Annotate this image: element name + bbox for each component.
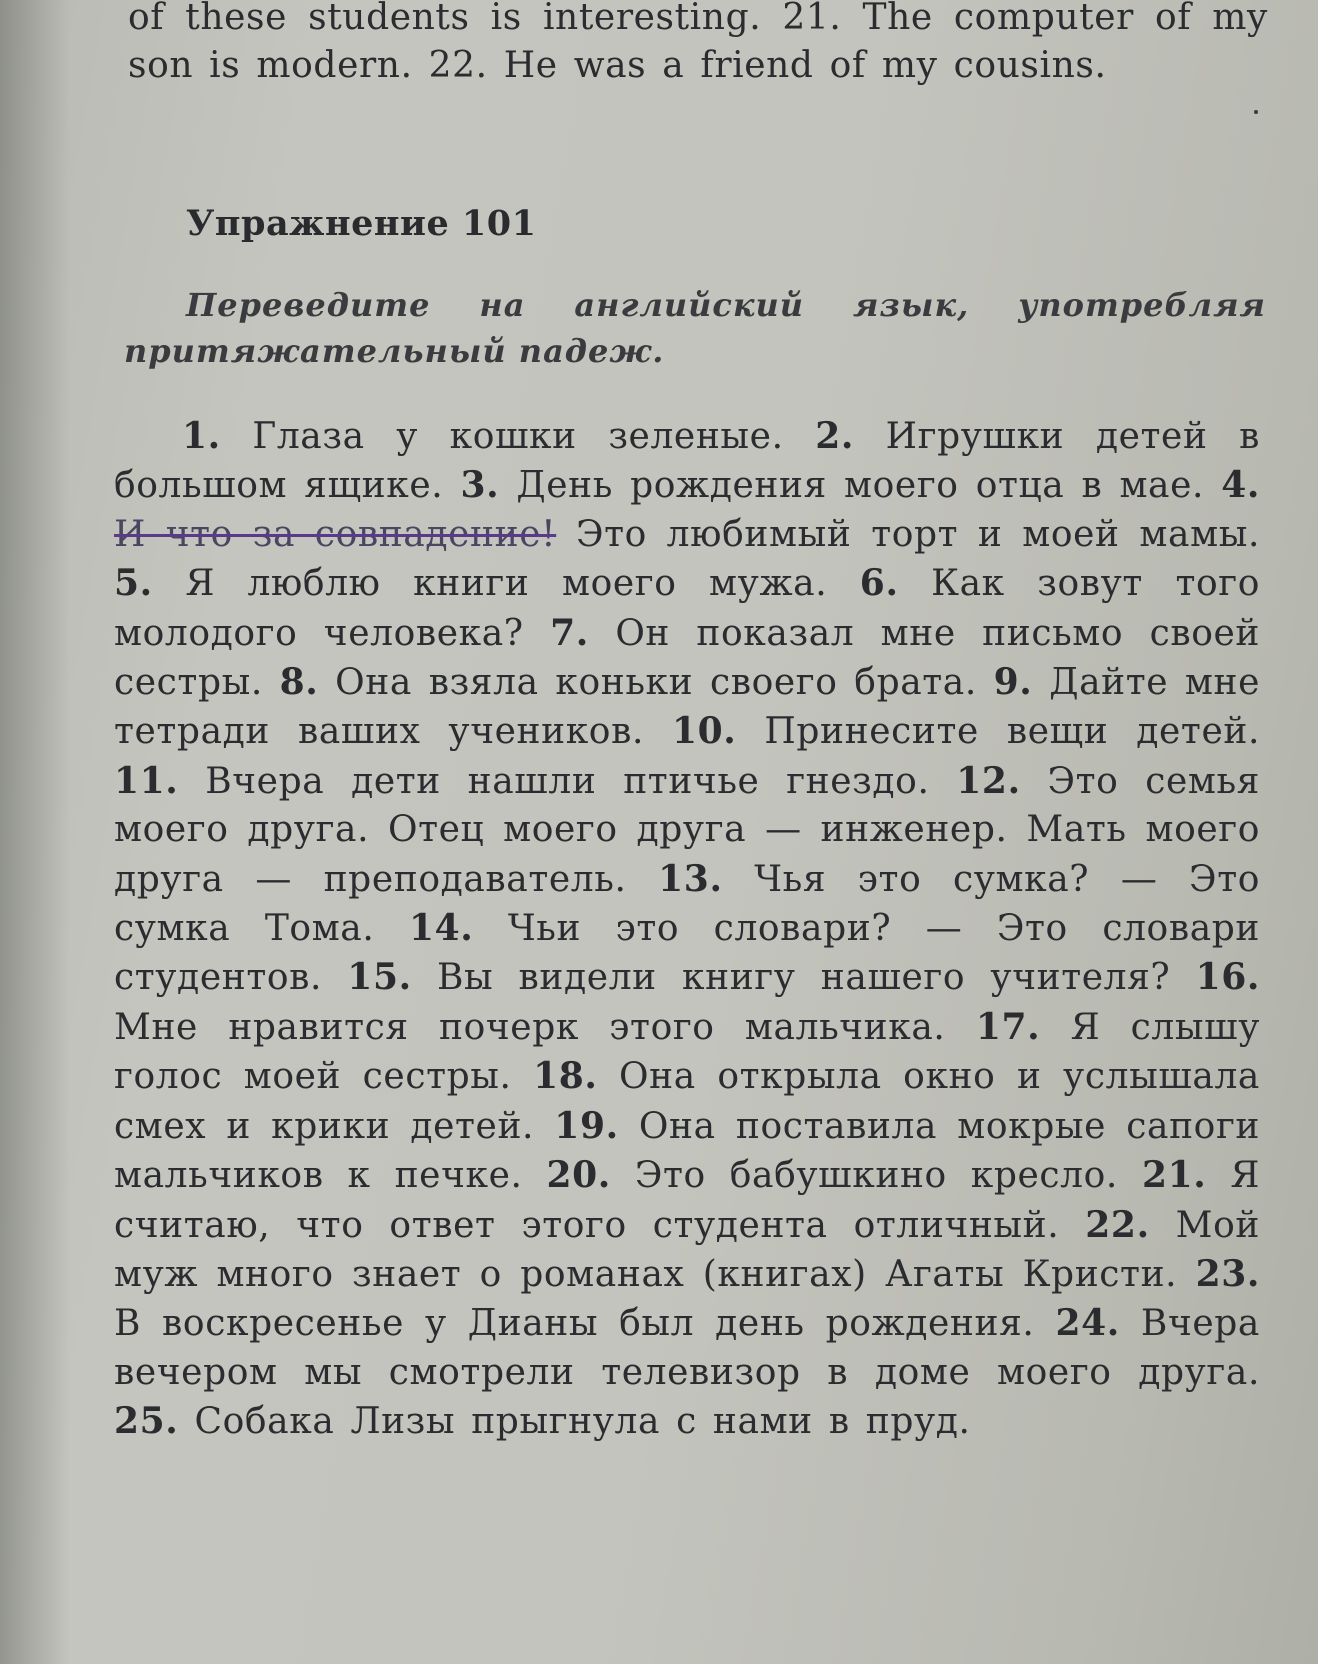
- sentence-number: 21.: [1141, 1154, 1207, 1197]
- sentence-text: Дайте мне тетради ваших учеников.: [114, 662, 1260, 753]
- sentence-number: 12.: [956, 759, 1021, 802]
- sentence-text: Это любимый торт и моей мамы.: [556, 513, 1260, 555]
- sentence-5: [114, 563, 860, 604]
- sentence-number: 8.: [279, 661, 319, 704]
- sentence-number: 24.: [1055, 1302, 1120, 1345]
- sentence-number: 23.: [1195, 1252, 1260, 1295]
- sentence-text: Чьи это словари? — Это словари студентов.: [114, 908, 1260, 999]
- sentence-15: [347, 957, 1195, 998]
- sentence-number: 22.: [1085, 1203, 1150, 1246]
- sentence-number: 25.: [114, 1400, 179, 1443]
- sentence-number: 11.: [114, 759, 179, 802]
- ink-speck: [1254, 110, 1258, 114]
- sentence-text: Чья это сумка? — Это сумка Тома.: [114, 858, 1260, 950]
- sentence-number: 15.: [347, 956, 412, 999]
- sentence-8: [280, 662, 994, 703]
- sentence-text: День рождения моего отца в мае.: [499, 465, 1222, 507]
- sentence-number: 3.: [460, 464, 500, 507]
- sentence-number: 18.: [533, 1055, 598, 1098]
- sentence-number: 20.: [546, 1154, 611, 1197]
- sentence-number: 2.: [815, 415, 855, 457]
- sentence-text: В воскресенье у Дианы был день рождения.: [114, 1303, 1056, 1345]
- sentence-text: Она взяла коньки своего брата.: [318, 662, 994, 704]
- exercise-instruction: Переведите на английский язык, употребляя притяжательный падеж.: [124, 286, 1266, 370]
- sentence-number: 7.: [550, 611, 589, 654]
- sentence-text: Принесите вещи детей.: [736, 711, 1260, 753]
- sentence-11: [114, 761, 956, 802]
- sentence-number: 5.: [114, 562, 153, 605]
- sentence-text: Игрушки детей в большом ящике.: [114, 416, 1260, 507]
- sentence-text: Я люблю книги моего мужа.: [152, 563, 860, 605]
- sentence-text: Как зовут того молодого человека?: [114, 563, 1260, 654]
- exercise-body: [114, 412, 1260, 1447]
- sentence-text: Глаза у кошки зеленые.: [220, 416, 816, 457]
- sentence-text: Вчера вечером мы смотрели телевизор в доме моего друга.: [114, 1303, 1260, 1393]
- struck-through-text: И что за совпадение!: [114, 513, 557, 555]
- previous-exercise-tail: of these students is interesting. 21. The computer of my son is modern. 22. He was a friend of my cousins.: [128, 0, 1268, 86]
- sentence-text: Я слышу голос моей сестры.: [114, 1006, 1260, 1098]
- sentence-number: 4.: [1221, 464, 1260, 507]
- sentence-25: [114, 1401, 971, 1442]
- sentence-number: 16.: [1195, 956, 1260, 999]
- sentence-text: Он показал мне письмо своей сестры.: [114, 612, 1260, 704]
- sentence-text: Я считаю, что ответ этого студента отличный.: [114, 1155, 1261, 1246]
- sentence-1: [182, 416, 815, 457]
- sentence-text: Это бабушкино кресло.: [610, 1155, 1142, 1197]
- sentence-text: Вчера дети нашли птичье гнездо.: [178, 760, 957, 802]
- sentence-text: Вы видели книгу нашего учителя?: [411, 957, 1196, 999]
- sentence-text: Это семья моего друга. Отец моего друга — инженер. Мать моего друга — преподаватель.: [114, 760, 1260, 900]
- exercise-heading: Упражнение 101: [186, 203, 537, 244]
- sentence-number: 10.: [671, 710, 737, 753]
- sentence-3: [460, 465, 1221, 506]
- sentence-number: 9.: [993, 661, 1033, 704]
- sentence-number: 19.: [554, 1104, 619, 1147]
- sentence-text: Мне нравится почерк этого мальчика.: [114, 1006, 976, 1048]
- sentence-number: 13.: [658, 857, 723, 900]
- sentence-10: [672, 711, 1260, 752]
- sentence-text: Мой муж много знает о романах (книгах) Агаты Кристи.: [114, 1204, 1261, 1295]
- sentence-text: Она открыла окно и услышала смех и крики детей.: [114, 1056, 1260, 1147]
- sentence-number: 14.: [408, 907, 474, 950]
- page-edge-shadow: [0, 0, 70, 1664]
- sentence-text: Собака Лизы прыгнула с нами в пруд.: [178, 1401, 971, 1443]
- sentence-number: 6.: [859, 562, 899, 605]
- sentence-text: Она поставила мокрые сапоги мальчиков к печке.: [114, 1105, 1260, 1197]
- sentence-20: [547, 1155, 1142, 1196]
- sentence-number: 17.: [975, 1005, 1041, 1048]
- sentence-number: 1.: [182, 415, 221, 457]
